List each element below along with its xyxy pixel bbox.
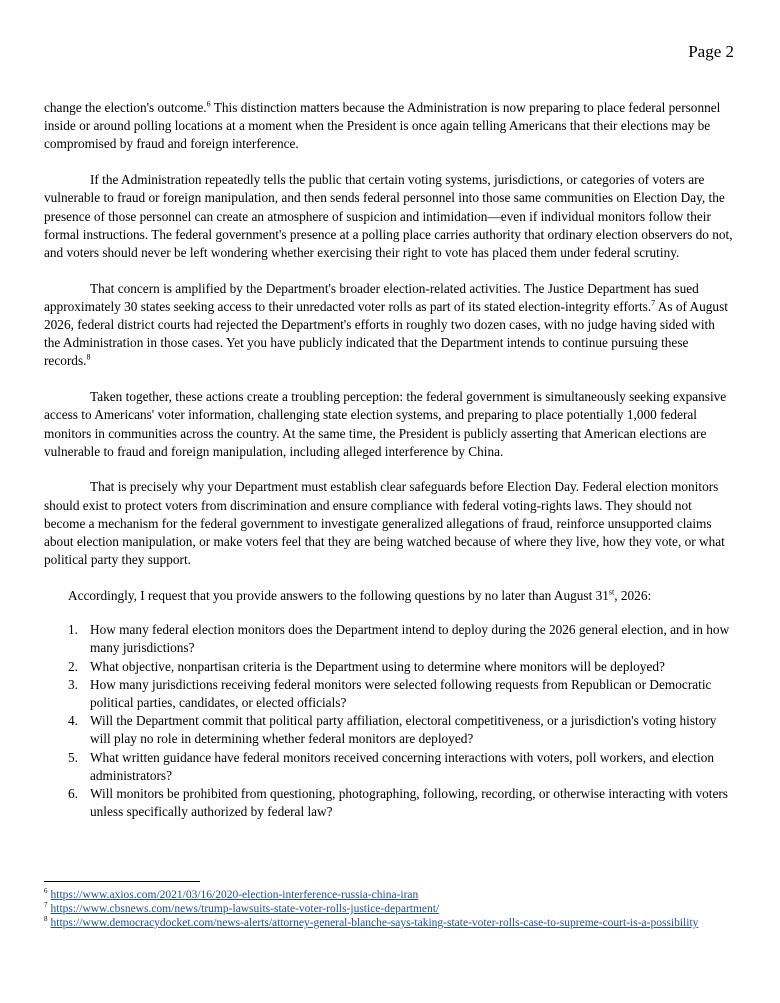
footnotes — [44, 881, 734, 930]
paragraph-1: change the election's outcome.$^6$ This distinction matters because the Administration is now preparing to place federal personnel inside or around polling locations at a moment when the President is once again telling Americans that their elections may be compromised by fraud and foreign interference. — [44, 99, 721, 152]
list-item: 4. Will the Department commit that political party affiliation, electoral competitiveness, or a jurisdiction's voting history will play no role in determining whether federal monitors are deployed? — [68, 713, 717, 747]
list-item: 5. What written guidance have federal monitors received concerning interactions with voters, poll workers, and election administrators? — [68, 749, 714, 783]
footnote-ref-7: 7 — [651, 298, 656, 308]
footnote-ref-8: 8 — [86, 353, 91, 363]
list-item: 3. How many jurisdictions receiving federal monitors were selected following requests from Republican or Democratic political parties, candidates, or elected officials? — [68, 676, 712, 710]
paragraph-2: If the Administration repeatedly tells the public that certain voting systems, jurisdictions, or categories of voters are vulnerable to fraud or foreign manipulation, and then sends federal personnel into those same communities on Election Day, the presence of those personnel can create an atmosphere of suspicion and intimidation—even if individual monitors follow their formal instructions. The federal government's presence at a polling place carries authority that ordinary election observers do not, and voters should never be left wondering whether exercising their right to vote has placed them under federal scrutiny. — [44, 172, 733, 260]
letter-body — [44, 99, 734, 821]
page-number: Page 2 — [688, 42, 734, 61]
footnote-link-8[interactable]: https://www.democracydocket.com/news-alerts/attorney-general-blanche-says-taking-state-voter-rolls-case-to-supreme-court-is-a-possibility — [50, 917, 699, 929]
footnote-7: $^7$ https://www.cbsnews.com/news/trump-lawsuits-state-voter-rolls-justice-department/ — [44, 901, 440, 915]
request-paragraph: Accordingly, I request that you provide answers to the following questions by no later than August 31st, 2026: — [68, 587, 652, 603]
footnote-link-7[interactable]: https://www.cbsnews.com/news/trump-lawsuits-state-voter-rolls-justice-department/ — [50, 903, 440, 915]
paragraph-4: Taken together, these actions create a troubling perception: the federal government is simultaneously seeking expansive access to Americans' voter information, challenging state election systems, and preparing to place potentially 1,000 federal monitors in communities across the country. At the same time, the President is publicly asserting that American elections are vulnerable to fraud and foreign manipulation, including alleged interference by China. — [44, 389, 727, 459]
questions-list — [44, 621, 734, 821]
footnote-6: $^6$ https://www.axios.com/2021/03/16/2020-election-interference-russia-china-iran — [44, 887, 419, 901]
footnote-divider — [44, 881, 200, 882]
paragraph-3: That concern is amplified by the Department's broader election-related activities. The Justice Department has sued approximately 30 states seeking access to their unredacted voter rolls as part of its stated election-integrity efforts.$^7$ As of August 2026, federal district courts had rejected the Department's efforts in roughly two dozen cases, with no judge having sided with the Administration in those cases. Yet you have publicly indicated that the Department intends to continue pursuing these records.$^8$ — [44, 280, 728, 369]
footnote-ref-6: 6 — [206, 99, 211, 109]
paragraph-5: That is precisely why your Department must establish clear safeguards before Election Day. Federal election monitors should exist to protect voters from discrimination and ensure compliance with federal voting-rights laws. They should not become a mechanism for the federal government to investigate generalized allegations of fraud, reinforce unsupported claims about election manipulation, or make voters feel that they are being watched because of where they live, how they vote, or what political party they support. — [44, 479, 725, 568]
footnote-8: $^8$ https://www.democracydocket.com/news-alerts/attorney-general-blanche-says-taking-state-voter-rolls-case-to-supreme-court-is-a-possibility — [44, 915, 699, 929]
list-item: 6. Will monitors be prohibited from questioning, photographing, following, recording, or otherwise interacting with voters unless specifically authorized by federal law? — [68, 786, 728, 820]
footnote-link-6[interactable]: https://www.axios.com/2021/03/16/2020-election-interference-russia-china-iran — [50, 889, 419, 901]
list-item: 1. How many federal election monitors does the Department intend to deploy during the 2026 general election, and in how many jurisdictions? — [68, 622, 730, 656]
list-item: 2. What objective, nonpartisan criteria is the Department using to determine where monitors will be deployed? — [68, 658, 665, 674]
